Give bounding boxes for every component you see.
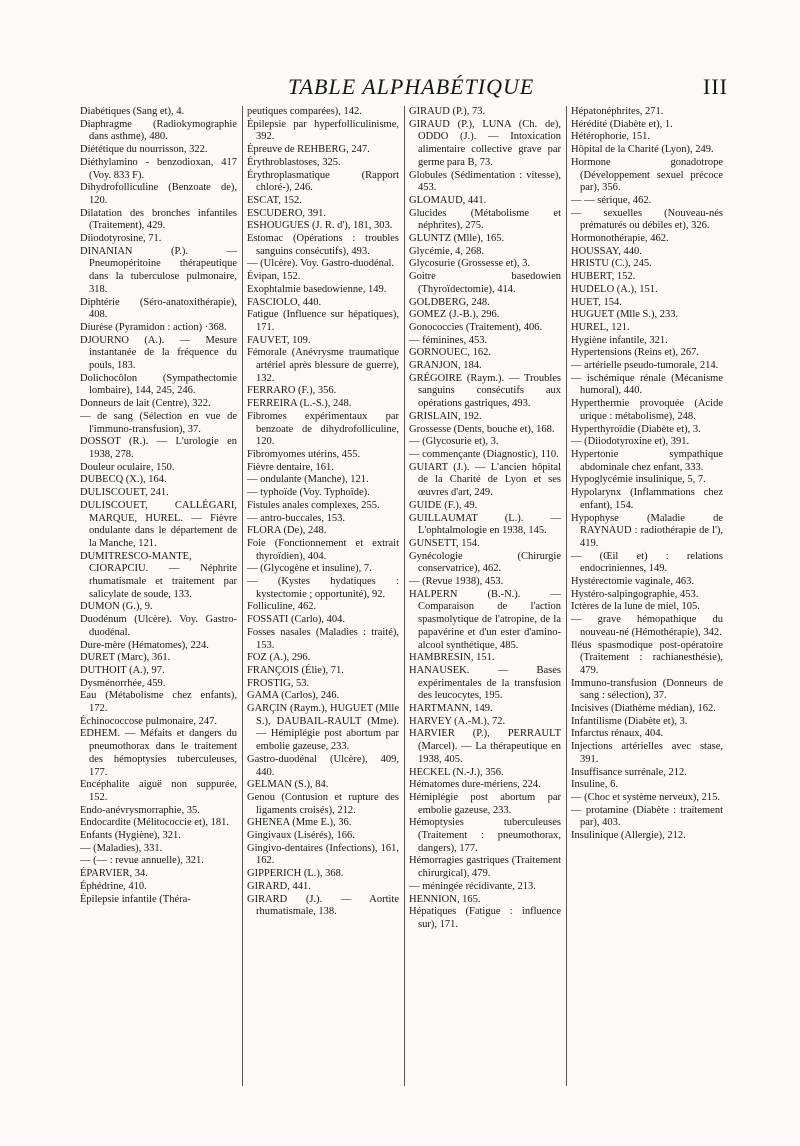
index-entry: ESCUDERO, 391.	[247, 207, 327, 219]
index-entry: ÉPARVIER, 34.	[80, 868, 148, 880]
index-entry: GHENEA (Mme E.), 36.	[247, 817, 352, 829]
index-entry: HAMBRESIN, 151.	[409, 652, 495, 664]
index-entry: — — sérique, 462.	[571, 194, 652, 206]
index-entry: HALPERN (B.-N.). — Comparaison de l'action spasmolytique de l'atropine, de la papavérine et d'un ester d'amino-alcool synthétique, 485.	[409, 588, 561, 651]
index-entry: DUMITRESCO-MANTE, CIORAPCIU. — Néphrite rhumatismale et traitement par salicylate de soude, 133.	[80, 550, 237, 600]
index-entry: Duodénum (Ulcère). Voy. Gastro-duodénal.	[80, 614, 237, 638]
index-entry: Hypertonie sympathique abdominale chez enfant, 333.	[571, 448, 723, 473]
index-entry: HANAUSEK. — Bases expérimentales de la transfusion des leucocytes, 195.	[409, 664, 561, 702]
index-entry: Incisives (Diathème médian), 162.	[571, 703, 716, 715]
index-entry: — (Choc et système nerveux), 215.	[571, 791, 721, 803]
index-entry: GIPPERICH (L.), 368.	[247, 868, 344, 880]
index-entry: GUNSETT, 154.	[409, 537, 480, 549]
index-entry: Hémorragies gastriques (Traitement chirurgical), 479.	[409, 855, 561, 880]
index-entry: — (Maladies), 331.	[80, 842, 163, 854]
index-entry: FROSTIG, 53.	[247, 677, 310, 689]
index-entry: — sexuelles (Nouveau-nés prématurés ou débiles et), 326.	[571, 207, 723, 232]
index-entry: DUBECQ (X.), 164.	[80, 474, 167, 486]
index-entry: DULISCOUET, CALLÉGARI, MARQUE, HUREL. — Fièvre ondulante dans le département de la Manche, 121.	[80, 499, 237, 549]
index-entry: Hystérectomie vaginale, 463.	[571, 576, 695, 588]
index-entry: HUET, 154.	[571, 296, 622, 308]
index-entry: Hétérophorie, 151.	[571, 131, 651, 143]
index-entry: Endocardite (Mélitococcie et), 181.	[80, 817, 229, 829]
index-entry: Glucides (Métabolisme et néphrites), 275.	[409, 207, 561, 232]
page-header	[78, 74, 728, 102]
index-entry: Fémorale (Anévrysme traumatique artériel après blessure de guerre), 132.	[247, 347, 399, 384]
index-entry: HARVIER (P.), PERRAULT (Marcel). — La thérapeutique en 1938, 405.	[409, 728, 561, 765]
index-entry: Eau (Métabolisme chez enfants), 172.	[80, 690, 237, 715]
index-entry: GUIART (J.). — L'ancien hôpital de la Charité de Lyon et ses œuvres d'art, 249.	[409, 461, 561, 499]
index-entry: Hormone gonadotrope (Développement sexuel précoce par), 356.	[571, 156, 723, 194]
index-entry: Hypolarynx (Inflammations chez enfant), 154.	[571, 487, 723, 511]
index-entry: Foie (Fonctionnement et extrait thyroïdien), 404.	[247, 537, 399, 562]
index-columns	[80, 106, 728, 1086]
index-entry: FERREIRA (L.-S.), 248.	[247, 398, 352, 410]
index-entry: Gingivaux (Lisérés), 166.	[247, 830, 355, 842]
index-entry: GLOMAUD, 441.	[409, 194, 487, 206]
index-entry: Évipan, 152.	[247, 271, 301, 283]
index-entry: Hémoptysies tuberculeuses (Traitement : pneumothorax, dangers), 177.	[409, 817, 561, 854]
index-entry: Iléus spasmodique post-opératoire (Traitement : rachianesthésie), 479.	[571, 639, 723, 676]
index-entry: FAUVET, 109.	[247, 334, 311, 346]
index-entry: FERRARO (F.), 356.	[247, 385, 337, 397]
index-entry: ESHOUGUES (J. R. d'), 181, 303.	[247, 220, 393, 232]
index-column-2	[242, 106, 404, 1086]
index-entry: — (Kystes hydatiques : kystectomie ; opportunité), 92.	[247, 576, 399, 600]
index-entry: Insuline, 6.	[571, 779, 618, 791]
index-entry: Hystéro-salpingographie, 453.	[571, 588, 699, 600]
index-entry: Dure-mère (Hématomes), 224.	[80, 639, 209, 651]
index-entry: Gynécologie (Chirurgie conservatrice), 462.	[409, 550, 561, 575]
index-entry: GLUNTZ (Mlle), 165.	[409, 233, 505, 245]
index-entry: DUTHOIT (A.), 97.	[80, 664, 165, 676]
index-entry: Érythroblastoses, 325.	[247, 156, 341, 168]
index-entry: — antro-buccales, 153.	[247, 512, 345, 524]
index-entry: Genou (Contusion et rupture des ligaments croisés), 212.	[247, 791, 399, 816]
index-entry: HUGUET (Mlle S.), 233.	[571, 309, 679, 321]
index-entry: Hématomes dure-mériens, 224.	[409, 779, 541, 791]
index-entry: GIRARD (J.). — Aortite rhumatismale, 138.	[247, 893, 399, 918]
index-entry: Injections artérielles avec stase, 391.	[571, 741, 723, 765]
index-entry: — méningée récidivante, 213.	[409, 880, 536, 892]
index-entry: — (Œil et) : relations endocriniennes, 149.	[571, 550, 723, 575]
index-column-1	[80, 106, 242, 1086]
index-entry: — féminines, 453.	[409, 334, 488, 346]
index-entry: HUBERT, 152.	[571, 271, 636, 283]
index-entry: Hépatonéphrites, 271.	[571, 106, 664, 117]
index-entry: — grave hémopathique du nouveau-né (Hémothérapie), 342.	[571, 614, 723, 638]
index-entry: Gonococcies (Traitement), 406.	[409, 321, 543, 333]
index-entry: Endo-anévrysmorraphie, 35.	[80, 804, 200, 816]
index-entry: GUILLAUMAT (L.). — L'ophtalmologie en 1938, 145.	[409, 512, 561, 537]
index-entry: Infarctus rénaux, 404.	[571, 728, 664, 740]
index-entry: Hygiène infantile, 321.	[571, 334, 668, 346]
index-entry: Hormonothérapie, 462.	[571, 233, 669, 245]
index-entry: GAMA (Carlos), 246.	[247, 690, 340, 702]
index-entry: Douleur oculaire, 150.	[80, 461, 175, 473]
index-entry: Infantilisme (Diabète et), 3.	[571, 715, 688, 727]
index-entry: Hypophyse (Maladie de RAYNAUD : radiothérapie de l'), 419.	[571, 512, 723, 549]
index-entry: — de sang (Sélection en vue de l'immuno-transfusion), 37.	[80, 410, 237, 435]
index-entry: Immuno-transfusion (Donneurs de sang : sélection), 37.	[571, 677, 723, 702]
index-entry: GOMEZ (J.-B.), 296.	[409, 309, 500, 321]
index-entry: — (— : revue annuelle), 321.	[80, 855, 204, 867]
index-entry: Grossesse (Dents, bouche et), 168.	[409, 423, 555, 435]
index-entry: EDHEM. — Méfaits et dangers du pneumothorax dans le traitement des hémoptysies tuberculeuses, 177.	[80, 728, 237, 778]
index-entry: Diaphragme (Radiokymographie dans asthme), 480.	[80, 118, 237, 143]
index-entry: GARÇIN (Raym.), HUGUET (Mlle S.), DAUBAIL-RAULT (Mme). — Hémiplégie post abortum par embolie gazeuse, 233.	[247, 703, 399, 753]
index-entry: Globules (Sédimentation : vitesse), 453.	[409, 169, 561, 194]
index-entry: DULISCOUET, 241.	[80, 487, 169, 499]
index-entry: HENNION, 165.	[409, 893, 481, 905]
index-entry: — (Ulcère). Voy. Gastro-duodénal.	[247, 258, 395, 270]
index-entry: GOLDBERG, 248.	[409, 296, 490, 308]
index-entry: Folliculine, 462.	[247, 601, 317, 613]
index-entry: HARTMANN, 149.	[409, 703, 493, 715]
index-entry: Diurèse (Pyramidon : action) ·368.	[80, 321, 227, 333]
index-entry: Hyperthermie provoquée (Acide urique : métabolisme), 248.	[571, 398, 723, 422]
index-entry: — (Diiodotyroxine et), 391.	[571, 436, 690, 448]
index-entry: Donneurs de lait (Centre), 322.	[80, 398, 211, 410]
index-entry: Goitre basedowien (Thyroïdectomie), 414.	[409, 271, 561, 295]
index-entry: FASCIOLO, 440.	[247, 296, 322, 308]
index-entry: — (Revue 1938), 453.	[409, 576, 504, 588]
index-entry: GELMAN (S.), 84.	[247, 779, 329, 791]
index-entry: GIRAUD (P.), LUNA (Ch. de), ODDO (J.). — Intoxication alimentaire collective grave par germe para B, 73.	[409, 118, 561, 168]
index-entry: GUIDE (F.), 49.	[409, 499, 478, 511]
index-entry: Hémiplégie post abortum par embolie gazeuse, 233.	[409, 791, 561, 816]
index-entry: Gastro-duodénal (Ulcère), 409, 440.	[247, 753, 399, 778]
index-entry: Exophtalmie basedowienne, 149.	[247, 283, 387, 295]
index-entry: HUREL, 121.	[571, 321, 630, 333]
index-entry: DURET (Marc), 361.	[80, 652, 171, 664]
index-entry: Hépatiques (Fatigue : influence sur), 171.	[409, 906, 561, 930]
index-entry: Hyperthyroïdie (Diabète et), 3.	[571, 423, 701, 435]
index-entry: Épilepsie infantile (Théra-	[80, 893, 191, 905]
index-entry: Fièvre dentaire, 161.	[247, 461, 334, 473]
index-entry: DJOURNO (A.). — Mesure instantanée de la fréquence du pouls, 183.	[80, 334, 237, 372]
index-entry: Hypoglycémie insulinique, 5, 7.	[571, 474, 706, 486]
index-entry: Insuffisance surrénale, 212.	[571, 766, 687, 778]
index-entry: DUMON (G.), 9.	[80, 601, 153, 613]
index-entry: ESCAT, 152.	[247, 194, 302, 206]
index-entry: Fibromyomes utérins, 455.	[247, 448, 361, 460]
index-entry: FOZ (A.), 296.	[247, 652, 311, 664]
index-entry: Hôpital de la Charité (Lyon), 249.	[571, 144, 714, 156]
index-entry: Fosses nasales (Maladies : traité), 153.	[247, 626, 399, 651]
index-entry: Épreuve de REHBERG, 247.	[247, 144, 370, 156]
index-entry: Dolichocôlon (Sympathectomie lombaire), 144, 245, 246.	[80, 372, 237, 397]
index-entry: Ictères de la lune de miel, 105.	[571, 601, 700, 613]
index-entry: HARVEY (A.-M.), 72.	[409, 715, 506, 727]
index-entry: FLORA (De), 248.	[247, 525, 327, 537]
index-entry: Diéthylamino - benzodioxan, 417 (Voy. 833 F).	[80, 156, 237, 181]
index-entry: Dihydrofolliculine (Benzoate de), 120.	[80, 182, 237, 206]
index-entry: Dysménorrhée, 459.	[80, 677, 166, 689]
index-entry: — typhoïde (Voy. Typhoïde).	[247, 487, 370, 499]
index-entry: — artérielle pseudo-tumorale, 214.	[571, 360, 719, 372]
index-entry: peutiques comparées), 142.	[247, 106, 362, 117]
index-entry: — (Glycosurie et), 3.	[409, 436, 499, 448]
index-entry: — ischémique rénale (Mécanisme humoral), 440.	[571, 372, 723, 397]
index-entry: HOUSSAY, 440.	[571, 245, 642, 257]
index-column-3	[404, 106, 566, 1086]
index-entry: FRANÇOIS (Élie), 71.	[247, 664, 344, 676]
index-entry: Diabétiques (Sang et), 4.	[80, 106, 185, 117]
index-entry: Éphédrine, 410.	[80, 880, 147, 892]
index-entry: — (Glycogène et insuline), 7.	[247, 563, 372, 575]
index-entry: HUDELO (A.), 151.	[571, 283, 658, 295]
index-entry: Érythroplasmatique (Rapport chloré-), 246.	[247, 169, 399, 194]
index-entry: Dilatation des bronches infantiles (Traitement), 429.	[80, 207, 237, 232]
index-entry: GRANJON, 184.	[409, 360, 482, 372]
running-title: TABLE ALPHABÉTIQUE	[288, 74, 535, 99]
index-entry: Hypertensions (Reins et), 267.	[571, 347, 700, 359]
index-entry: DOSSOT (R.). — L'urologie en 1938, 278.	[80, 436, 237, 460]
index-entry: Gingivo-dentaires (Infections), 161, 162.	[247, 842, 399, 867]
index-entry: HRISTU (C.), 245.	[571, 258, 652, 270]
index-entry: Glycémie, 4, 268.	[409, 245, 484, 257]
index-entry: — protamine (Diabète : traitement par), 403.	[571, 804, 723, 829]
index-entry: Glycosurie (Grossesse et), 3.	[409, 258, 531, 270]
index-entry: Encéphalite aiguë non suppurée, 152.	[80, 779, 237, 803]
index-entry: — ondulante (Manche), 121.	[247, 474, 369, 486]
index-entry: Fibromes expérimentaux par benzoate de dihydrofolliculine, 120.	[247, 410, 399, 448]
index-entry: Diététique du nourrisson, 322.	[80, 144, 208, 156]
index-entry: GIRARD, 441.	[247, 880, 311, 892]
index-entry: FOSSATI (Carlo), 404.	[247, 614, 346, 626]
index-entry: GRÉGOIRE (Raym.). — Troubles sanguins consécutifs aux opérations gastriques, 493.	[409, 372, 561, 410]
index-entry: DINANIAN (P.). — Pneumopéritoine thérapeutique dans la tuberculose pulmonaire, 318.	[80, 245, 237, 295]
index-entry: Fatigue (Influence sur hépatiques), 171.	[247, 309, 399, 333]
index-entry: GRISLAIN, 192.	[409, 410, 482, 422]
index-entry: GIRAUD (P.), 73.	[409, 106, 486, 117]
index-entry: HECKEL (N.-J.), 356.	[409, 766, 504, 778]
index-entry: Diiodotyrosine, 71.	[80, 233, 162, 245]
index-entry: — commençante (Diagnostic), 110.	[409, 448, 559, 460]
index-entry: Insulinique (Allergie), 212.	[571, 830, 686, 842]
index-entry: GORNOUEC, 162.	[409, 347, 491, 359]
index-column-4	[566, 106, 728, 1086]
index-entry: Hérédité (Diabète et), 1.	[571, 118, 673, 130]
index-entry: Échinococcose pulmonaire, 247.	[80, 715, 218, 727]
index-entry: Estomac (Opérations : troubles sanguins consécutifs), 493.	[247, 233, 399, 257]
index-entry: Épilepsie par hyperfolliculinisme, 392.	[247, 118, 399, 143]
index-entry: Fistules anales complexes, 255.	[247, 499, 380, 511]
index-entry: Diphtérie (Séro-anatoxithérapie), 408.	[80, 296, 237, 321]
index-entry: Enfants (Hygiène), 321.	[80, 830, 181, 842]
page-number: III	[703, 74, 728, 99]
